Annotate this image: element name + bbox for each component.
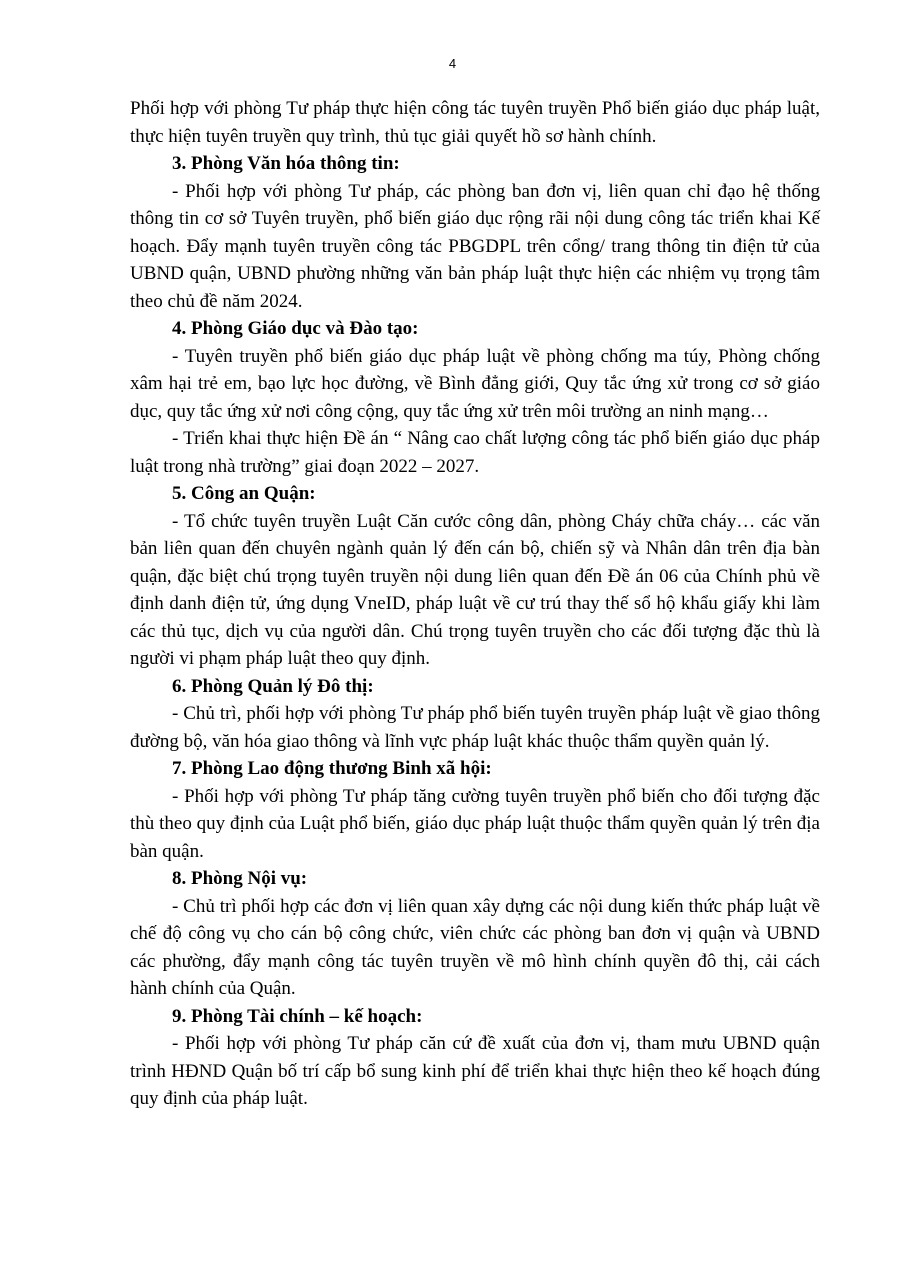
section-heading-education: 4. Phòng Giáo dục và Đào tạo: [172,318,419,339]
paragraph-culture-info: - Phối hợp với phòng Tư pháp, các phòng ban đơn vị, liên quan chỉ đạo hệ thống thông tin cơ sở Tuyên truyền, phổ biến giáo dục rộng rãi nội dung công tác triển khai Kế hoạch. Đẩy mạnh tuyên truyền công tác PBGDPL trên cổng/ trang thông tin điện tử của UBND quận, UBND phường những văn bản pháp luật thực hiện các nhiệm vụ trọng tâm theo chủ đề năm 2024. [130,180,820,312]
document-body [130,95,820,1113]
paragraph-home-affairs: - Chủ trì phối hợp các đơn vị liên quan xây dựng các nội dung kiến thức pháp luật về chế độ công vụ cho cán bộ công chức, viên chức các phòng ban đơn vị quận và UBND các phường, đẩy mạnh công tác tuyên truyền về mô hình chính quyền đô thị, cải cách hành chính của Quận. [130,895,820,999]
section-heading-home-affairs: 8. Phòng Nội vụ: [172,868,308,889]
page-number: 4 [448,56,457,71]
paragraph-labour: - Phối hợp với phòng Tư pháp tăng cường tuyên truyền phổ biến cho đối tượng đặc thù theo quy định của Luật phổ biến, giáo dục pháp luật thuộc thẩm quyền quản lý trên địa bàn quận. [130,785,820,862]
section-heading-culture-info: 3. Phòng Văn hóa thông tin: [172,153,400,174]
paragraph-finance-planning: - Phối hợp với phòng Tư pháp căn cứ đề xuất của đơn vị, tham mưu UBND quận trình HĐND Quận bố trí cấp bổ sung kinh phí để triển khai thực hiện theo kế hoạch đúng quy định của pháp luật. [130,1033,820,1109]
paragraph-education-1: - Tuyên truyền phổ biến giáo dục pháp luật về phòng chống ma túy, Phòng chống xâm hại trẻ em, bạo lực học đường, về Bình đẳng giới, Quy tắc ứng xử trong cơ sở giáo dục, quy tắc ứng xử nơi công cộng, quy tắc ứng xử trên môi trường an ninh mạng… [130,345,820,422]
section-heading-finance-planning: 9. Phòng Tài chính – kế hoạch: [172,1005,423,1027]
paragraph-intro: Phối hợp với phòng Tư pháp thực hiện công tác tuyên truyền Phổ biến giáo dục pháp luật, thực hiện tuyên truyền quy trình, thủ tục giải quyết hồ sơ hành chính. [130,98,820,147]
section-heading-urban-management: 6. Phòng Quản lý Đô thị: [172,675,374,697]
section-heading-labour: 7. Phòng Lao động thương Binh xã hội: [172,758,492,779]
paragraph-police: - Tổ chức tuyên truyền Luật Căn cước công dân, phòng Cháy chữa cháy… các văn bản liên quan đến chuyên ngành quản lý đến cán bộ, chiến sỹ và Nhân dân trên địa bàn quận, đặc biệt chú trọng tuyên truyền nội dung liên quan đến Đề án 06 của Chính phủ về định danh điện tử, ứng dụng VneID, pháp luật về cư trú thay thế sổ hộ khẩu giấy khi làm các thủ tục, dịch vụ của người dân. Chú trọng tuyên truyền cho các đối tượng đặc thù là người vi phạm pháp luật theo quy định. [130,510,820,669]
section-heading-police: 5. Công an Quận: [172,483,316,504]
paragraph-urban-management: - Chủ trì, phối hợp với phòng Tư pháp phổ biến tuyên truyền pháp luật về giao thông đường bộ, văn hóa giao thông và lĩnh vực pháp luật khác thuộc thẩm quyền quản lý. [130,703,820,752]
paragraph-education-2: - Triển khai thực hiện Đề án “ Nâng cao chất lượng công tác phổ biến giáo dục pháp luật trong nhà trường” giai đoạn 2022 – 2027. [130,428,820,477]
